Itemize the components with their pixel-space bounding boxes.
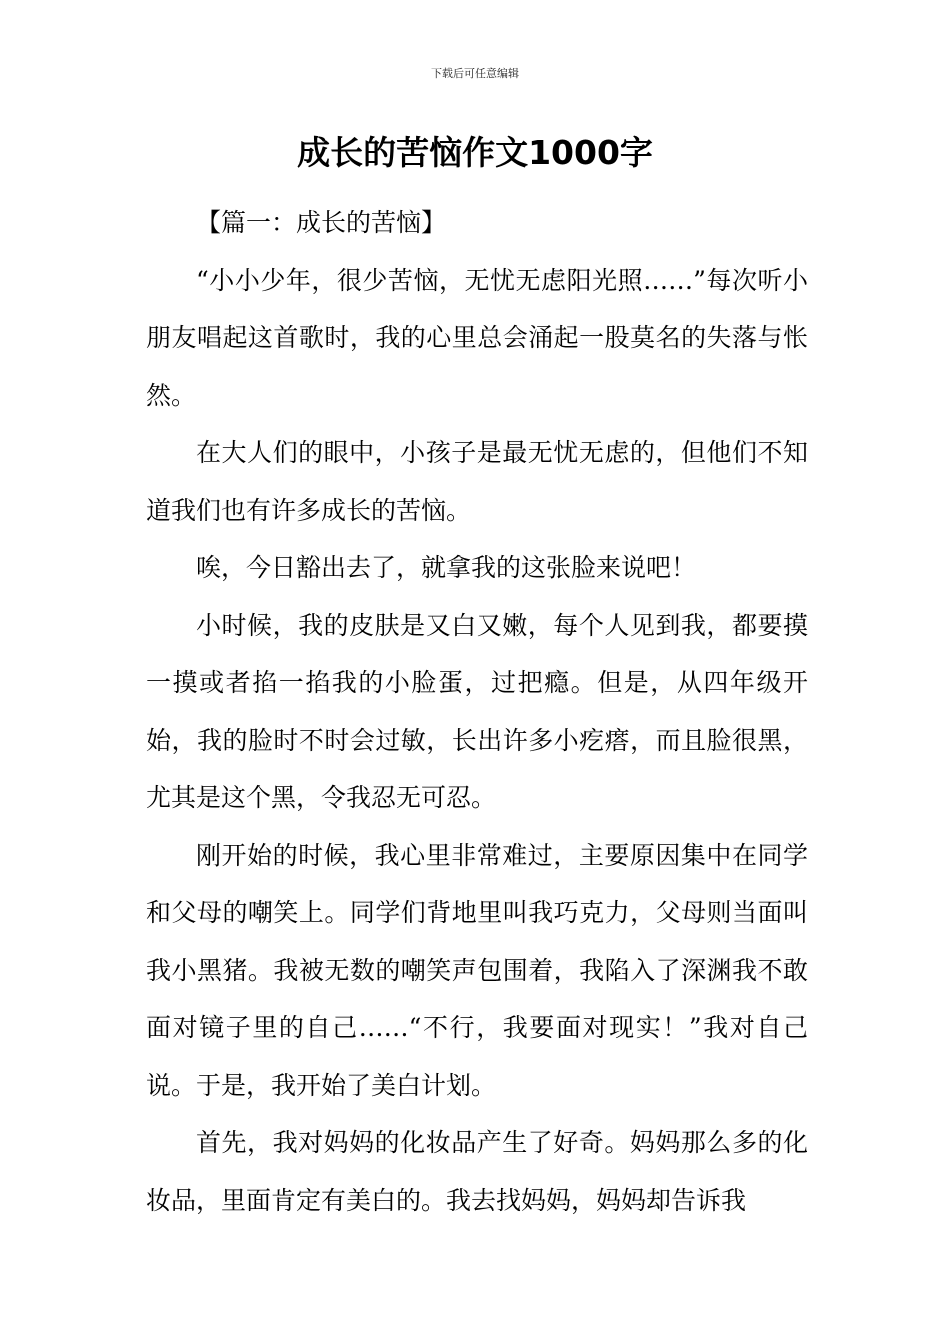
paragraph: 首先，我对妈妈的化妆品产生了好奇。妈妈那么多的化妆品，里面肯定有美白的。我去找妈妈，妈妈却告诉我 bbox=[146, 1128, 808, 1215]
paragraph: 在大人们的眼中，小孩子是最无忧无虑的，但他们不知道我们也有许多成长的苦恼。 bbox=[146, 438, 808, 525]
paragraph: 唉，今日豁出去了，就拿我的这张脸来说吧！ bbox=[196, 553, 697, 582]
document-body bbox=[146, 194, 808, 1229]
paragraph: 刚开始的时候，我心里非常难过，主要原因集中在同学和父母的嘲笑上。同学们背地里叫我巧克力，父母则当面叫我小黑猪。我被无数的嘲笑声包围着，我陷入了深渊我不敢面对镜子里的自己……“不行，我要面对现实！”我对自己说。于是，我开始了美白计划。 bbox=[146, 840, 808, 1100]
document-title: 成长的苦恼作文1000字 bbox=[297, 133, 653, 172]
header-note: 下载后可任意编辑 bbox=[431, 67, 519, 80]
section-heading: 【篇一：成长的苦恼】 bbox=[196, 208, 447, 237]
paragraph: “小小少年，很少苦恼，无忧无虑阳光照……”每次听小朋友唱起这首歌时，我的心里总会涌起一股莫名的失落与怅然。 bbox=[146, 265, 808, 410]
paragraph: 小时候，我的皮肤是又白又嫩，每个人见到我，都要摸一摸或者掐一掐我的小脸蛋，过把瘾。但是，从四年级开始，我的脸时不时会过敏，长出许多小疙瘩，而且脸很黑，尤其是这个黑，令我忍无可忍。 bbox=[146, 610, 808, 812]
